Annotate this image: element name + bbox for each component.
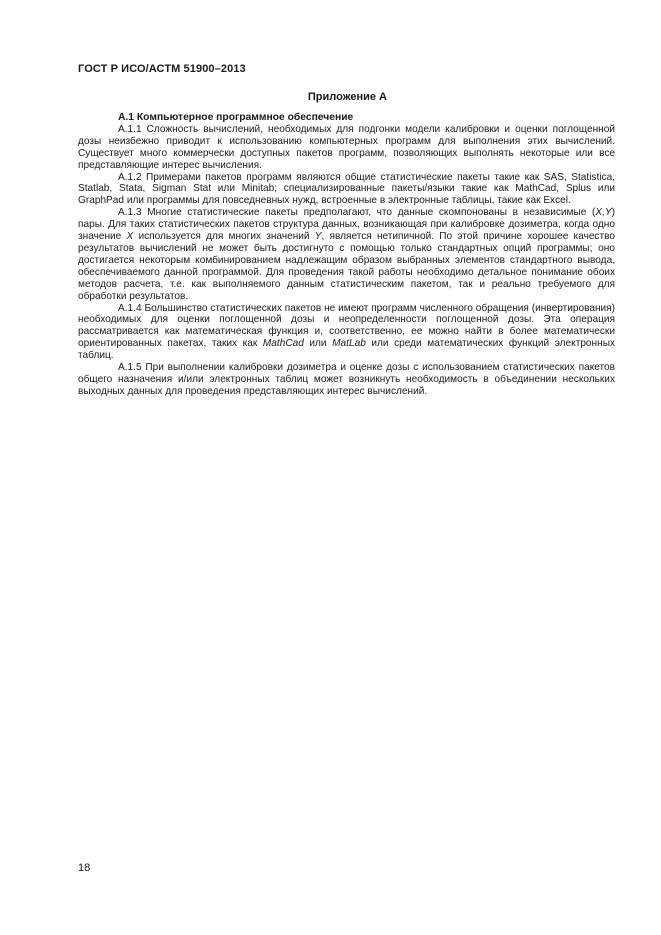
p4-matlab: MatLab — [332, 338, 366, 350]
p3-text-c: используется для многих значений — [133, 231, 315, 243]
p3-text-a: А.1.3 Многие статистические пакеты предполагают, что данные скомпонованы в независимые ( — [118, 207, 596, 219]
p4-text-c: или среди математических функций электронных таблиц. — [78, 338, 615, 362]
paragraph-a-1-2: А.1.2 Примерами пакетов программ являются общие статистические пакеты такие как SAS, Statistica, Statlab, Stata, Sigman Stat или Minitab; специализированные пакеты/языки такие как MathCad, Splus или GraphPad или программы для повседневных нужд, встроенные в электронные таблицы, такие как Excel. — [78, 171, 615, 207]
p3-text-b: ) пары. Для таких статистических пакетов структура данных, возникающая при калибровке дозиметра, когда одно значение — [78, 207, 615, 243]
p3-x: X — [126, 231, 134, 243]
p4-text-b: или — [303, 338, 333, 350]
annex-content — [78, 112, 615, 398]
p4-text-a: А.1.4 Большинство статистических пакетов не имеют программ численного обращения (инвертирования) необходимых для оценки поглощенной дозы и неопределенности поглощенной дозы. Эта операция рассматривается как математическая функция и, соответственно, ее можно найти в более математически ориентированных пакетах, таких как — [78, 302, 615, 350]
p3-xy: X,Y — [595, 207, 612, 219]
paragraph-a-1-4 — [78, 303, 615, 363]
p3-text-d: , является нетипичной. По этой причине хорошее качество результатов вычислений не может быть достигнуто с помощью только стандартных опций программы; оно достигается некоторым комбинированием надлежащим образом выбранных элементов стандартного вывода, обеспечиваемого данной программой. Для проведения такой работы необходимо детальное понимание обоих методов расчета, т.е. как выполняемого данным статистическим пакетом, так и реально требуемого для обработки результатов. — [78, 231, 615, 302]
paragraph-a-1-1: А.1.1 Сложность вычислений, необходимых для подгонки модели калибровки и оценки поглощенной дозы неизбежно приводит к использованию компьютерных программ для выполнения этих вычислений. Существует много коммерчески доступных пакетов программ, позволяющих выполнять некоторые или все представляющие интерес вычисления. — [78, 123, 615, 171]
section-title: А.1 Компьютерное программное обеспечение — [118, 112, 354, 123]
p3-y: Y — [314, 231, 322, 243]
page-number: 18 — [78, 862, 91, 874]
paragraph-a-1-5: А.1.5 При выполнении калибровки дозиметра и оценке дозы с использованием статистических пакетов общего назначения и/или электронных таблиц может возникнуть необходимость в объединении нескольких выходных данных для проведения представляющих интерес вычислений. — [78, 362, 615, 397]
annex-title: Приложение А — [307, 91, 387, 103]
p4-mathcad: MathCad — [262, 338, 304, 350]
paragraph-a-1-3 — [78, 207, 615, 302]
standard-header: ГОСТ Р ИСО/АСТМ 51900–2013 — [78, 63, 246, 75]
